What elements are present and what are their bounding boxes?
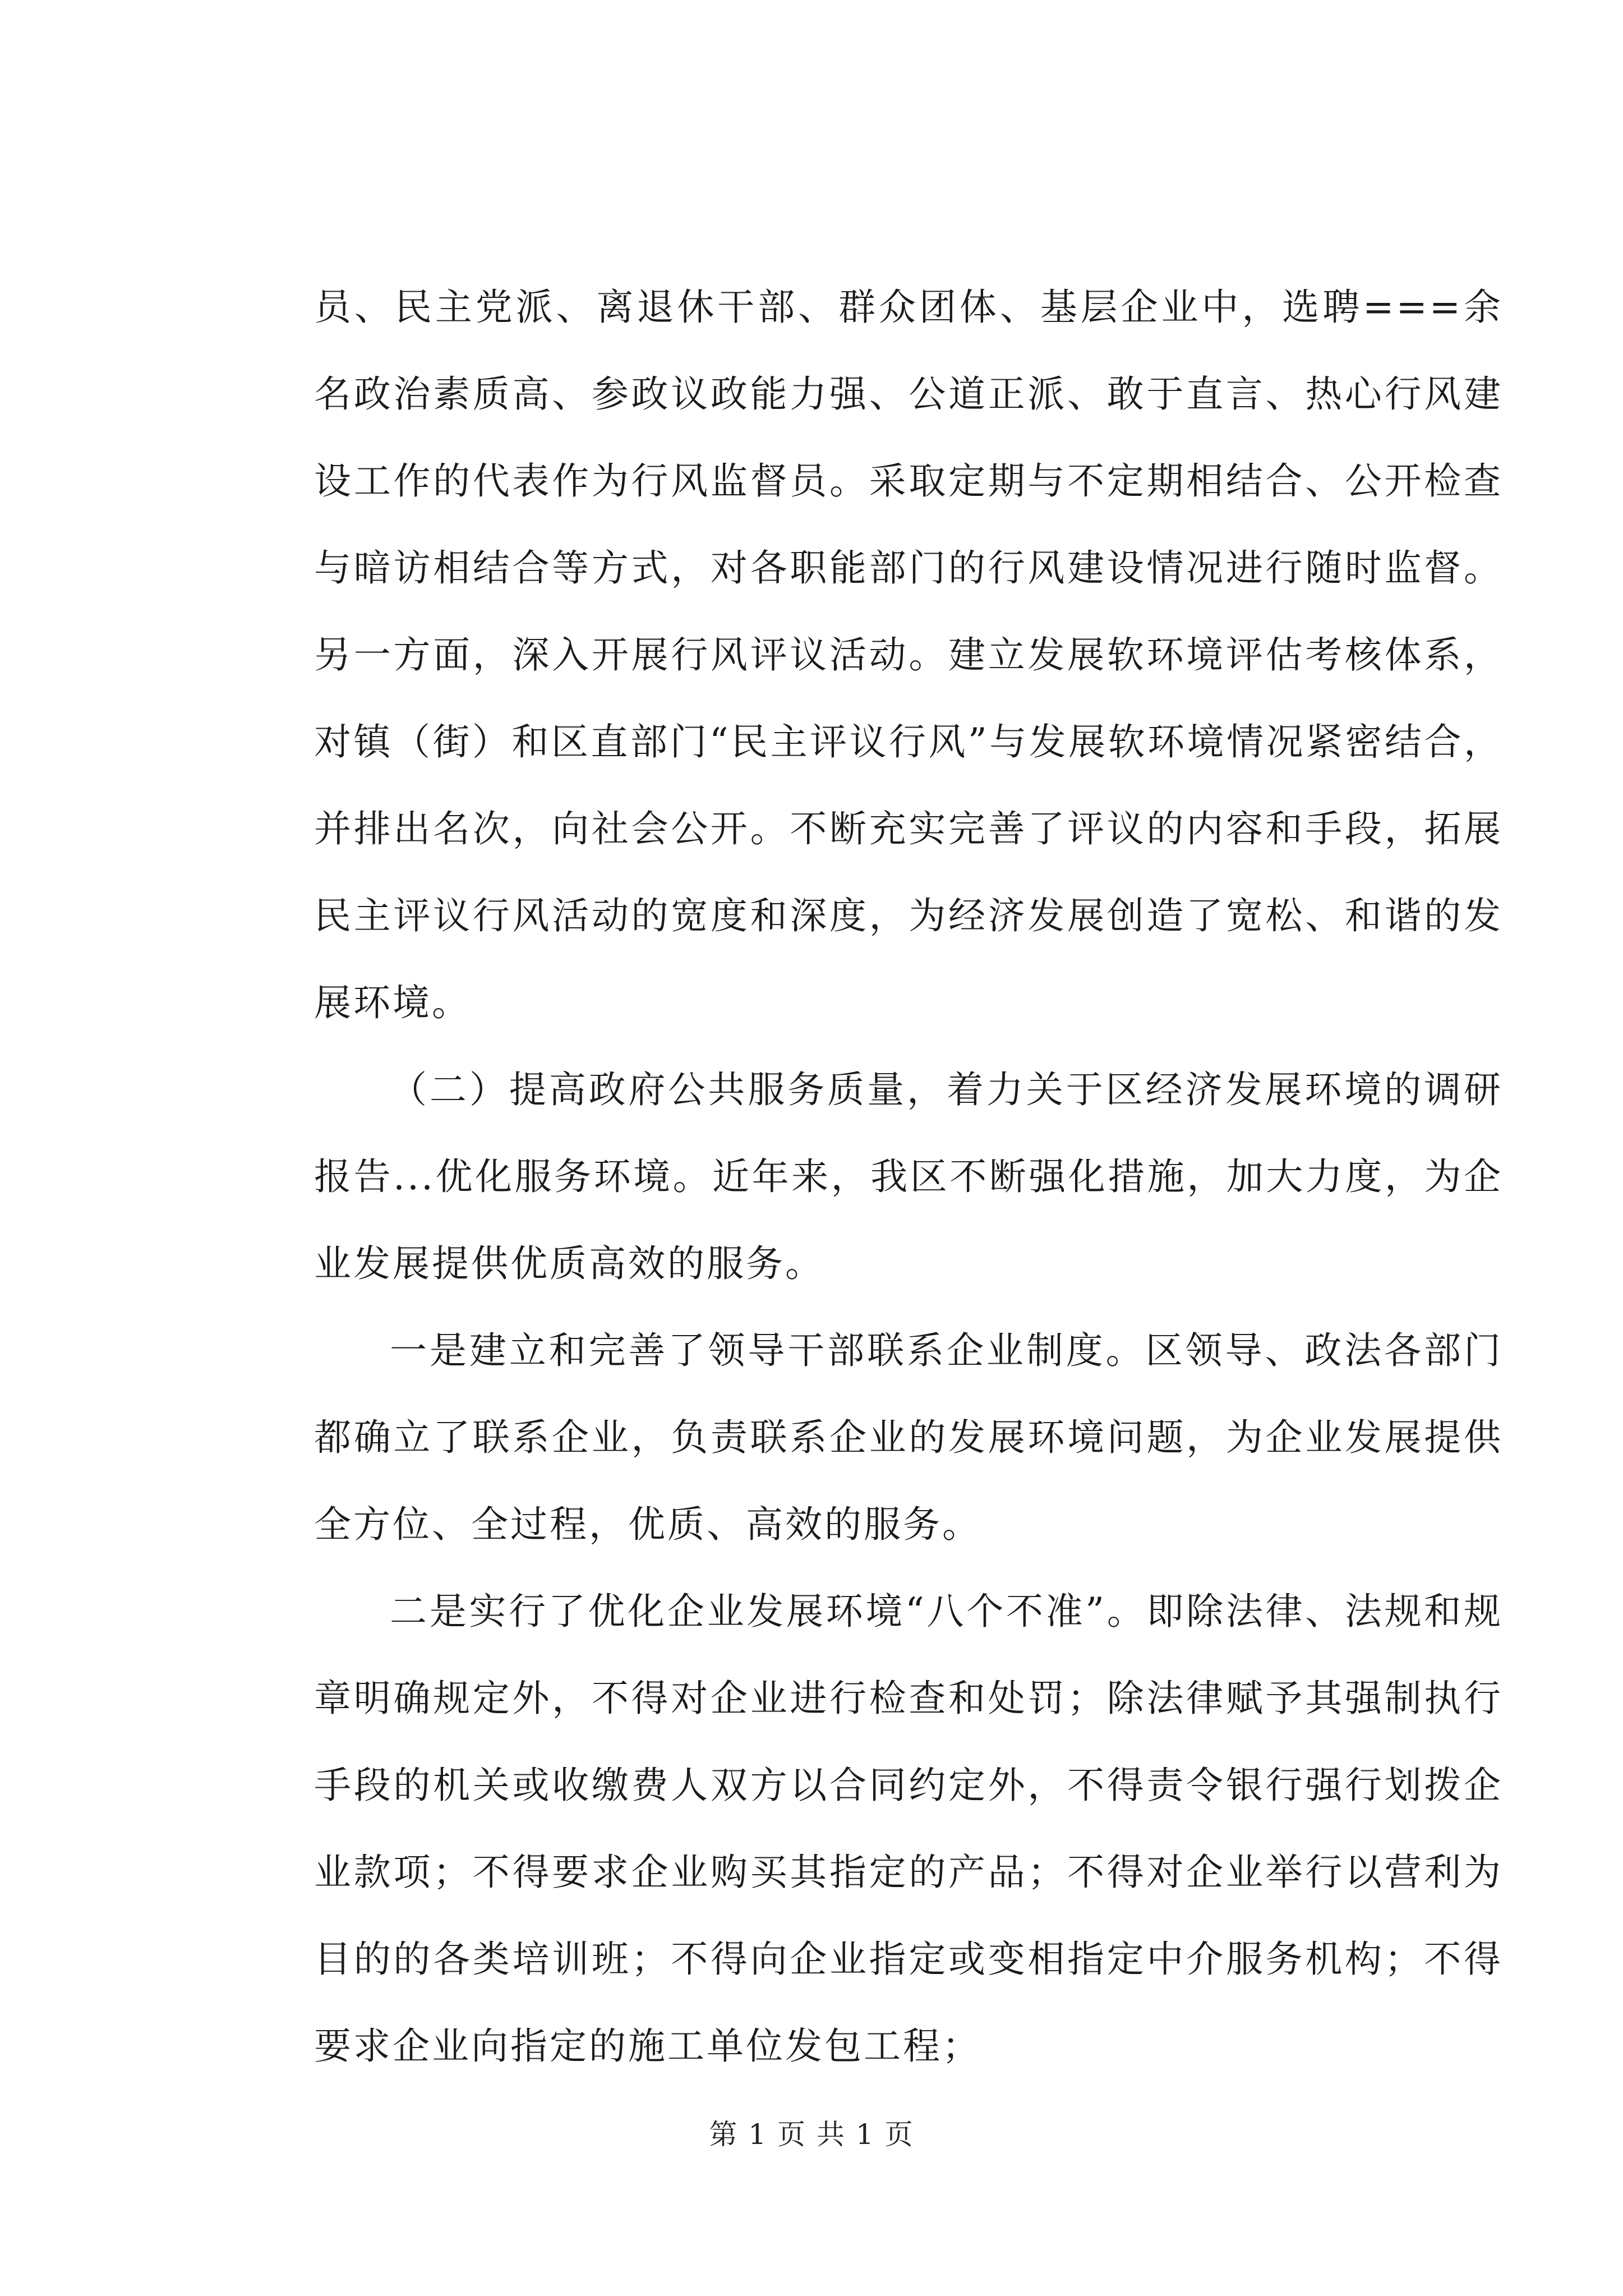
page-footer: 第 1 页 共 1 页	[709, 2118, 914, 2151]
paragraph-point-two: 二是实行了优化企业发展环境“八个不准”。即除法律、法规和规章明确规定外，不得对企业进行检查和处罚；除法律赋予其强制执行手段的机关或收缴费人双方以合同约定外，不得责令银行强行划拨企业款项；不得要求企业购买其指定的产品；不得对企业举行以营利为目的的各类培训班；不得向企业指定或变相指定中介服务机构；不得要求企业向指定的施工单位发包工程；	[314, 1590, 1503, 2068]
paragraph-section-two: （二）提高政府公共服务质量，着力关于区经济发展环境的调研报告...优化服务环境。近年来，我区不断强化措施，加大力度，为企业发展提供优质高效的服务。	[314, 1068, 1503, 1285]
paragraph-point-one: 一是建立和完善了领导干部联系企业制度。区领导、政法各部门都确立了联系企业，负责联系企业的发展环境问题，为企业发展提供全方位、全过程，优质、高效的服务。	[314, 1329, 1503, 1546]
document-body	[314, 264, 1503, 2090]
paragraph-continued: 员、民主党派、离退休干部、群众团体、基层企业中，选聘===余名政治素质高、参政议政能力强、公道正派、敢于直言、热心行风建设工作的代表作为行风监督员。采取定期与不定期相结合、公开检查与暗访相结合等方式，对各职能部门的行风建设情况进行随时监督。另一方面，深入开展行风评议活动。建立发展软环境评估考核体系，对镇（街）和区直部门“民主评议行风”与发展软环境情况紧密结合，并排出名次，向社会公开。不断充实完善了评议的内容和手段，拓展民主评议行风活动的宽度和深度，为经济发展创造了宽松、和谐的发展环境。	[314, 286, 1503, 1024]
